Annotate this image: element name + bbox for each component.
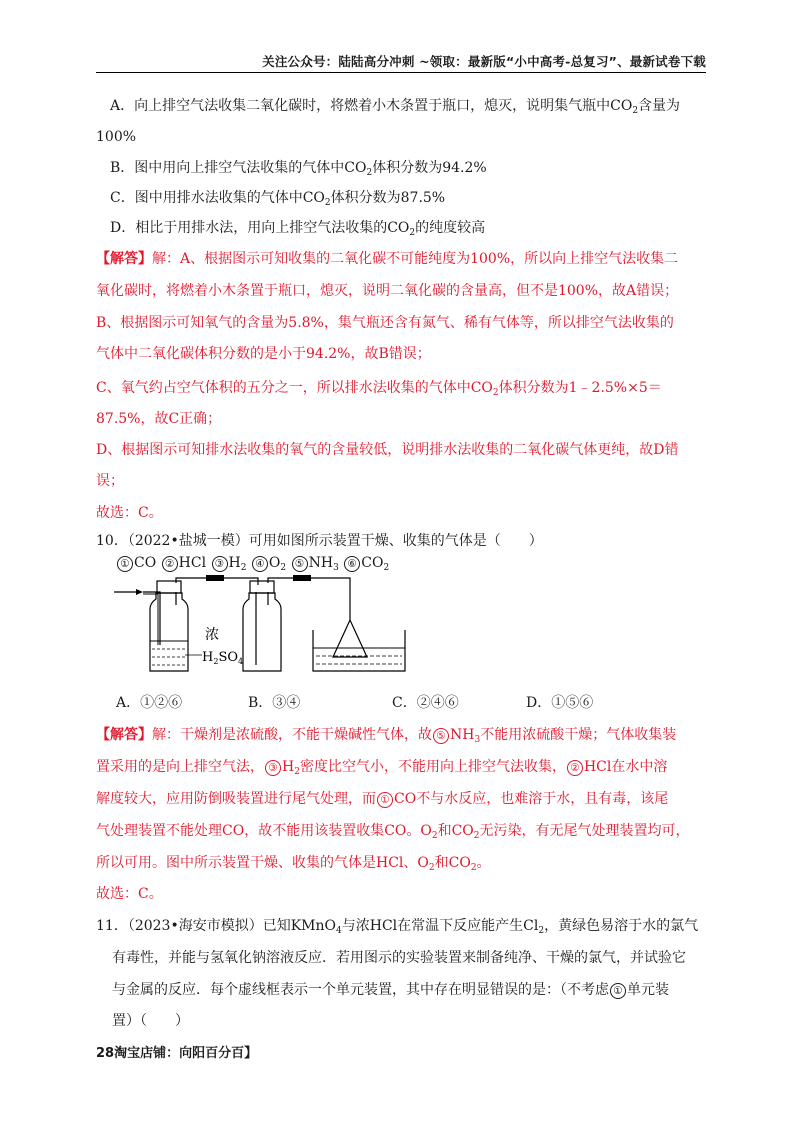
q10-option-a: A．①②⑥ xyxy=(116,695,183,711)
absorption-trough xyxy=(313,620,405,671)
page-footer: 28淘宝店铺：向阳百分百】 xyxy=(96,1046,258,1061)
header-rule xyxy=(96,72,706,73)
q9-answer-line-9: 故选：C。 xyxy=(96,505,163,521)
q10-answer-line-1: 【解答】解：干燥剂是浓硫酸，不能干燥碱性气体，故 ⑤ $NH_3$不能用浓硫酸干燥；气体收集装 xyxy=(96,727,677,745)
q10-options xyxy=(116,692,716,714)
q9-answer-line-5: C、氧气约占空气体积的五分之一，所以排水法收集的气体中$CO_2$体积分数为1﹣2.5%×5＝ xyxy=(96,380,662,398)
q10-gas-list: ① CO ② HCl ③ $H_2$ ④ $O_2$ ⑤ $NH_3$ ⑥ $CO_2$ xyxy=(116,553,389,573)
rubber-connector xyxy=(206,575,224,581)
apparatus-figure xyxy=(110,575,420,680)
q9-option-a-cont: 100% xyxy=(96,129,137,145)
q10-stem: 10．（2022•盐城一模）可用如图所示装置干燥、收集的气体是（ ） xyxy=(96,533,543,549)
q9-answer-line-6: 87.5%，故C正确； xyxy=(96,411,222,427)
q11-stem-line-1: 11．（2023•海安市模拟）已知KMnO$_4$与浓HCl在常温下反应能产生$Cl_2$，黄绿色易溶于水的氯气 xyxy=(96,918,699,936)
fig-label-concentrated: 浓 xyxy=(205,627,219,643)
q10-answer-line-3: 解度较大，应用防倒吸装置进行尾气处理，而 ① CO不与水反应，也难溶于水，且有毒，该尾 xyxy=(96,791,669,807)
q11-stem-line-4: 置）（ ） xyxy=(112,1013,189,1029)
q9-answer-line-3: B、根据图示可知氧气的含量为5.8%，集气瓶还含有氮气、稀有气体等，所以排空气法收集的 xyxy=(96,315,674,331)
q11-stem-line-2: 有毒性，并能与氢氧化钠溶液反应．若用图示的实验装置来制备纯净、干燥的氯气，并试验它 xyxy=(112,950,686,966)
q10-answer-line-6: 故选：C。 xyxy=(96,886,163,902)
q11-stem-line-3: 与金属的反应．每个虚线框表示一个单元装置，其中存在明显错误的是：（不考虑 ① 单元装 xyxy=(112,982,669,998)
q10-answer-line-4: 气处理装置不能处理CO，故不能用该装置收集CO。$O_2$和$CO_2$无污染，有无尾气处理装置均可， xyxy=(96,823,690,841)
q9-answer-line-7: D、根据图示可知排水法收集的氧气的含量较低，说明排水法收集的二氧化碳气体更纯，故D错 xyxy=(96,442,679,458)
q10-option-c: C．②④⑥ xyxy=(392,695,459,711)
q9-option-c: C．图中用排水法收集的气体中$CO_2$体积分数为87.5% xyxy=(110,190,446,208)
q10-answer-line-2: 置采用的是向上排空气法， ③ $H_2$密度比空气小，不能用向上排空气法收集， ② HCl在水中溶 xyxy=(96,759,668,777)
page-header: 关注公众号：陆陆高分冲刺 ~领取：最新版“小中高考-总复习”、最新试卷下载 xyxy=(262,54,706,69)
collection-bottle xyxy=(243,581,281,671)
wash-bottle xyxy=(150,581,188,671)
q9-answer-line-2: 氧化碳时，将燃着小木条置于瓶口，熄灭，说明二氧化碳的含量高，但不是100%，故A错误； xyxy=(96,283,679,299)
q9-option-a: A．向上排空气法收集二氧化碳时，将燃着小木条置于瓶口，熄灭，说明集气瓶中$CO_2$含量为 xyxy=(110,98,681,116)
inverted-funnel xyxy=(333,620,367,657)
q10-option-d: D．①⑤⑥ xyxy=(526,695,594,711)
q9-option-b: B．图中用向上排空气法收集的气体中$CO_2$体积分数为94.2% xyxy=(110,160,487,178)
q9-answer-line-4: 气体中二氧化碳体积分数的是小于94.2%，故B错误； xyxy=(96,346,431,362)
q9-answer-line-8: 误； xyxy=(96,473,124,489)
q9-option-d: D．相比于用排水法，用向上排空气法收集的$CO_2$的纯度较高 xyxy=(110,220,486,238)
q10-option-b: B．③④ xyxy=(248,695,301,711)
q9-answer-line-1: 【解答】解：A、根据图示可知收集的二氧化碳不可能纯度为100%，所以向上排空气法收集二 xyxy=(96,251,679,267)
inlet-arrow-head xyxy=(136,589,143,595)
q10-answer-line-5: 所以可用。图中所示装置干燥、收集的气体是HCl、$O_2$和$CO_2$。 xyxy=(96,855,491,873)
fig-label-h2so4: $H_2SO_4$ xyxy=(202,650,244,666)
